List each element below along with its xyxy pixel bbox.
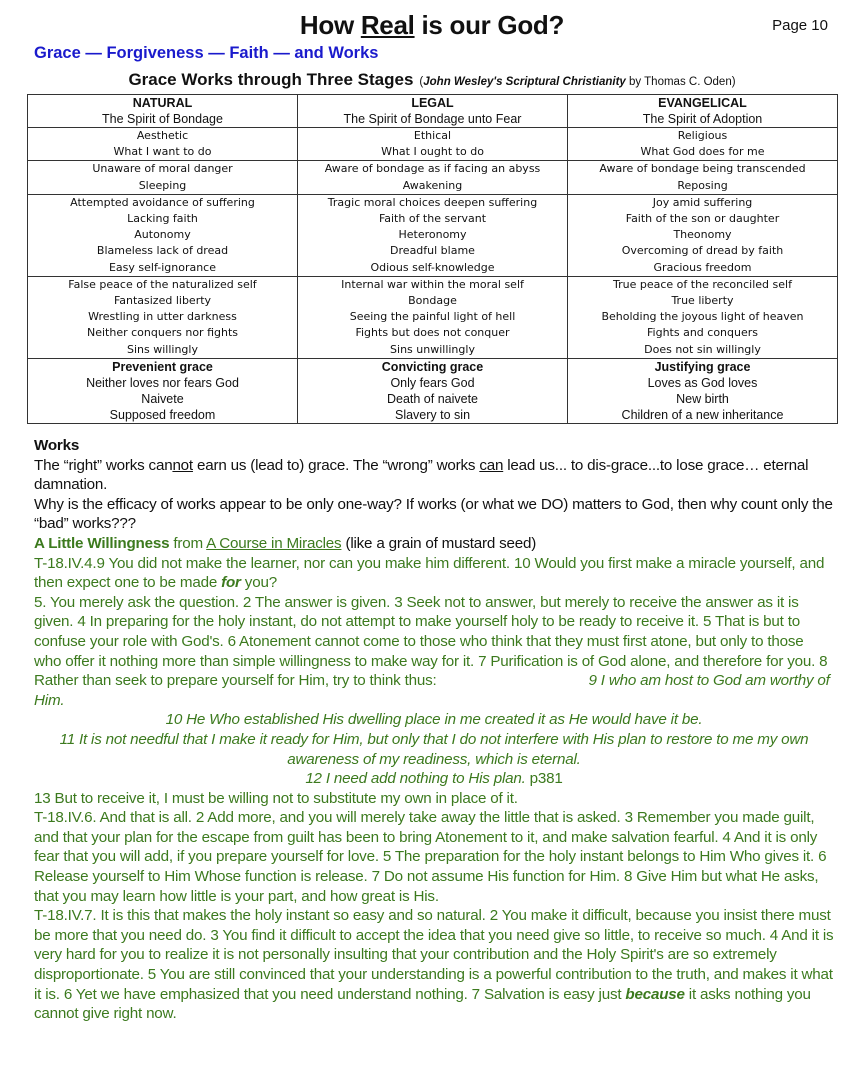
grace-cell [28, 358, 298, 423]
column-spirit: The Spirit of Bondage unto Fear [343, 112, 522, 126]
column-header-evangelical [568, 95, 838, 128]
table-header-row [28, 95, 838, 128]
ref-open: ( [419, 76, 424, 88]
cell-line: Heteronomy [398, 228, 467, 242]
text: from [169, 534, 207, 552]
grace-line: Supposed freedom [109, 407, 216, 422]
column-name: EVANGELICAL [658, 96, 747, 110]
acim-heading [34, 534, 834, 554]
page-number: Page 10 [772, 17, 828, 34]
cell-line: Ethical [413, 129, 452, 142]
grace-title: Convicting grace [381, 359, 484, 374]
table-row [28, 194, 838, 276]
quote-1 [34, 554, 834, 593]
cell-line: Beholding the joyous light of heaven [601, 310, 804, 324]
cell-line: Fights but does not conquer [355, 326, 510, 340]
grace-line: Children of a new inheritance [621, 407, 784, 422]
cell-line: Gracious freedom [653, 260, 752, 274]
section-subtitle: Grace — Forgiveness — Faith — and Works [34, 44, 379, 62]
text: T-18.IV.4.9 You did not make the learner, nor can you make him different. 10 Would you first make a miracle yourself, and then expect one to be made [34, 554, 825, 592]
table-reference [419, 76, 735, 88]
column-spirit: The Spirit of Adoption [642, 112, 763, 126]
column-header-legal [298, 95, 568, 128]
column-name: NATURAL [132, 96, 193, 110]
text: 12 I need add nothing to His plan. [305, 770, 526, 788]
cell-line: Easy self-ignorance [108, 260, 216, 274]
table-row [28, 276, 838, 358]
cell-line: Awakening [402, 178, 463, 192]
cell-line: Unaware of moral danger [92, 162, 233, 176]
table-cell [298, 161, 568, 194]
cell-line: Bondage [408, 294, 457, 308]
cell-line: False peace of the naturalized self [68, 277, 257, 291]
cell-line: Does not sin willingly [644, 342, 761, 356]
text: it asks nothing you cannot give right now. [34, 985, 811, 1023]
title-emphasis: Real [360, 10, 415, 40]
quote-line-12 [34, 769, 834, 789]
cell-line: Lacking faith [127, 212, 198, 226]
cell-line: Attempted avoidance of suffering [70, 195, 255, 209]
cell-line: Religious [677, 129, 728, 142]
ref-book: John Wesley's Scriptural Christianity [423, 76, 626, 88]
cell-line: Tragic moral choices deepen suffering [327, 195, 538, 209]
cell-line: Fantasized liberty [113, 294, 212, 308]
ref-author: by Thomas C. Oden) [625, 76, 736, 88]
emphasis-because: because [625, 985, 685, 1003]
cell-line: Dreadful blame [390, 244, 475, 258]
quote-4 [34, 906, 834, 1024]
cell-line: True peace of the reconciled self [613, 277, 792, 291]
cell-line: Joy amid suffering [652, 195, 753, 209]
table-cell [28, 276, 298, 358]
cell-line: Wrestling in utter darkness [88, 310, 237, 324]
cell-line: What God does for me [640, 145, 765, 159]
cell-line: Sleeping [138, 178, 187, 192]
column-header-natural [28, 95, 298, 128]
quote-3: T-18.IV.6. And that is all. 2 Add more, and you will merely take away the little that is asked. 3 Remember you made guilt, and that your plan for the escape from guilt has been to bring Atonement to it, and make salvation fearful. 4 And it is only fear that you will add, if you prepare yourself for love. 5 The preparation for the holy instant belongs to Him Who gives it. 6 Release yourself to Him Whose function is release. 7 Do not assume His function for Him. 8 Give Him but what He asks, that you may learn how little is your part, and how great is His. [34, 809, 827, 905]
grace-line: Slavery to sin [394, 407, 471, 422]
column-name: LEGAL [411, 96, 454, 110]
grace-row [28, 358, 838, 423]
works-section [34, 436, 834, 1024]
acim-book: A Course in Miracles [206, 534, 342, 552]
table-heading-text: Grace Works through Three Stages [128, 70, 414, 89]
grace-cell [298, 358, 568, 423]
text: T-18.IV.7. It is this that makes the holy instant so easy and so natural. 2 You make it difficult, because you insist there must be more that you need do. 3 You find it difficult to accept the idea that you need give so little, to receive so much. 4 And it is very hard for you to realize it is not personally insulting that your contribution and the Holy Spirit's are so extremely disproportionate. 5 You are still convinced that your understanding is a powerful contribution to the truth, and makes it what it is. 6 Yet we have emphasized that you need understand nothing. 7 Salvation is easy just [34, 907, 834, 1003]
cell-line: Overcoming of dread by faith [621, 244, 784, 258]
table-cell [28, 194, 298, 276]
quote-line-13: 13 But to receive it, I must be willing not to substitute my own in place of it. [34, 789, 518, 807]
grace-line: Death of naivete [386, 391, 479, 406]
text: The “right” works can [34, 456, 173, 474]
cell-line: Aware of bondage being transcended [599, 162, 806, 176]
table-row [28, 128, 838, 161]
cell-line: Seeing the painful light of hell [349, 310, 516, 324]
cell-line: Aesthetic [136, 129, 189, 142]
cell-line: Theonomy [673, 228, 732, 242]
works-heading: Works [34, 437, 80, 454]
grace-line: Only fears God [390, 375, 475, 390]
quote-line-9: 9 I who am host to God am worthy of Him. [34, 672, 830, 709]
grace-line: Neither loves nor fears God [86, 375, 239, 390]
cell-line: Odious self-knowledge [370, 260, 495, 274]
table-cell [298, 194, 568, 276]
cell-line: Internal war within the moral self [341, 277, 524, 291]
page-ref: p381 [525, 770, 563, 788]
emphasis-can: can [479, 456, 504, 474]
table-cell [298, 128, 568, 161]
cell-line: Aware of bondage as if facing an abyss [324, 162, 541, 176]
grace-line: New birth [676, 391, 729, 406]
acim-title: A Little Willingness [34, 534, 170, 552]
title-part: How [299, 10, 361, 40]
column-spirit: The Spirit of Bondage [102, 112, 223, 126]
cell-line: Fights and conquers [647, 326, 758, 340]
cell-line: What I ought to do [381, 145, 484, 159]
text: 5. You merely ask the question. 2 The answer is given. 3 Seek not to answer, but merely to receive the answer as it is given. 4 In preparing for the holy instant, do not attempt to make yourself holy to be ready to receive it. 5 That is but to confuse your role with God's. 6 Atonement cannot come to those who think that they must first atone, but only to those who offer it nothing more than simple willingness to make way for it. 7 Purification is of God alone, and therefore for you. 8 Rather than seek to prepare yourself for Him, try to think thus: [34, 593, 828, 690]
cell-line: Reposing [677, 178, 728, 192]
cell-line: Faith of the servant [378, 212, 487, 226]
quote-line-10: 10 He Who established His dwelling place in me created it as He would have it be. [165, 711, 703, 729]
cell-line: What I want to do [113, 145, 212, 159]
table-cell [298, 276, 568, 358]
cell-line: Sins unwillingly [390, 342, 475, 356]
text: (like a grain of mustard seed) [341, 534, 537, 552]
stages-table [27, 94, 838, 424]
table-cell [28, 128, 298, 161]
cell-line: Neither conquers nor fights [87, 326, 238, 340]
cell-line: True liberty [671, 294, 734, 308]
title-part: is our God? [414, 10, 565, 40]
text: you? [240, 574, 277, 592]
table-cell [568, 161, 838, 194]
cell-line: Sins willingly [127, 342, 198, 356]
works-paragraph-1 [34, 456, 834, 495]
quote-2 [34, 593, 834, 711]
grace-title: Justifying grace [654, 359, 751, 374]
grace-title: Prevenient grace [112, 359, 213, 374]
grace-cell [568, 358, 838, 423]
page-title [0, 10, 864, 41]
table-cell [28, 161, 298, 194]
emphasis-for: for [221, 574, 241, 592]
cell-line: Autonomy [134, 228, 191, 242]
grace-line: Naivete [141, 391, 184, 406]
table-cell [568, 276, 838, 358]
table-row [28, 161, 838, 194]
grace-line: Loves as God loves [647, 375, 758, 390]
works-paragraph-2: Why is the efficacy of works appear to be only one-way? If works (or what we DO) matters to God, then why count only the “bad” works??? [34, 495, 833, 533]
table-heading [0, 70, 864, 90]
cell-line: Blameless lack of dread [96, 244, 229, 258]
cell-line: Faith of the son or daughter [625, 212, 780, 226]
quote-line-11: 11 It is not needful that I make it ready for Him, but only that I do not interfere with His plan to restore to me my own awareness of my readiness, which is eternal. [59, 730, 809, 768]
text: lead us... to dis-grace...to lose grace… eternal damnation. [34, 456, 809, 494]
table-cell [568, 194, 838, 276]
table-cell [568, 128, 838, 161]
emphasis-not: not [172, 456, 193, 474]
text: earn us (lead to) grace. The “wrong” works [192, 456, 480, 474]
